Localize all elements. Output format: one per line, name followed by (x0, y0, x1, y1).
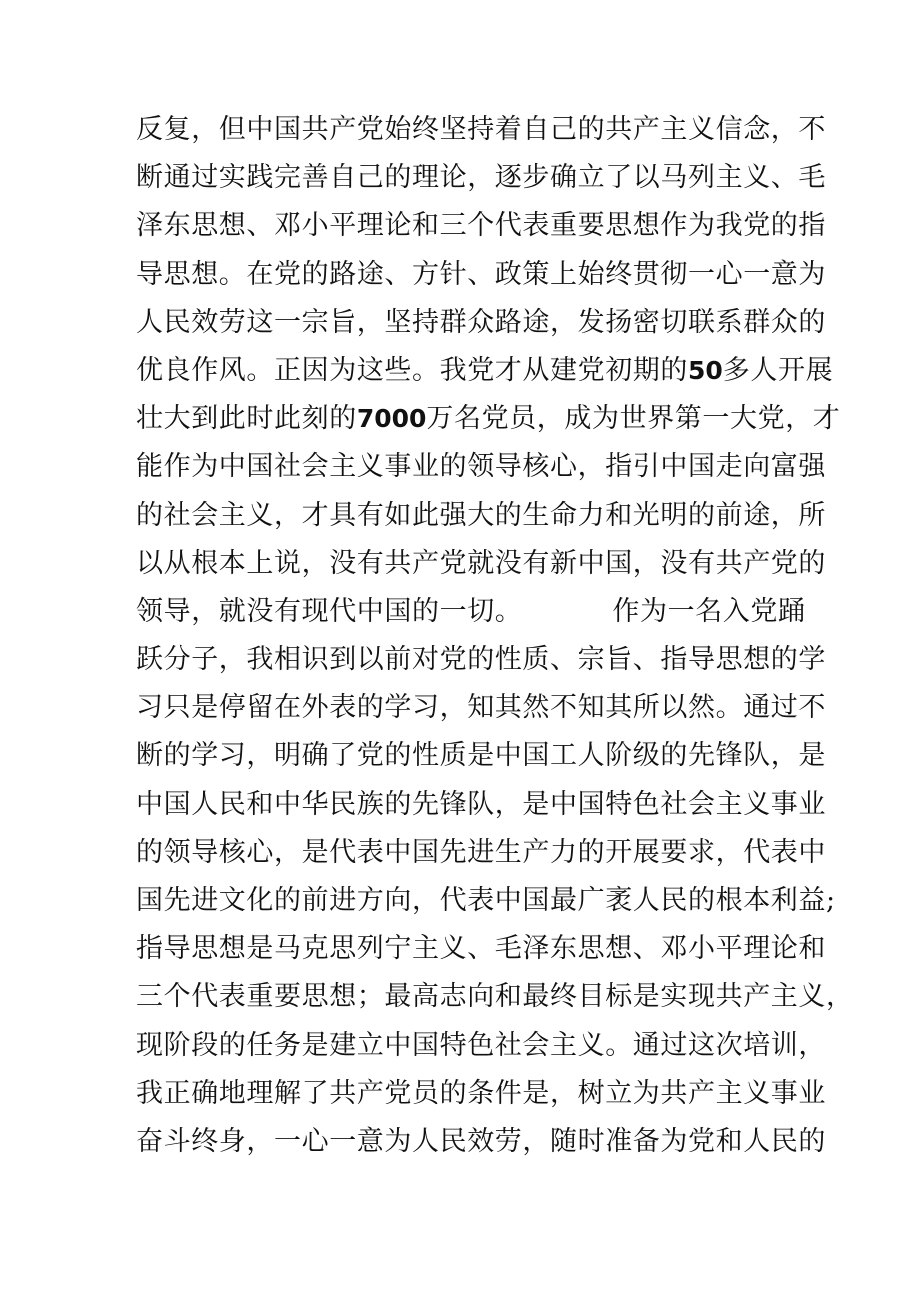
bold-number: 50 (688, 355, 723, 385)
text-segment: 壮大到此时此刻的 (136, 403, 357, 435)
text-segment: 习只是停留在外表的学习，知其然不知其所以然。通过不 (136, 692, 826, 724)
body-text (136, 106, 854, 1166)
text-segment: 以从根本上说，没有共产党就没有新中国，没有共产党的 (136, 547, 826, 579)
text-segment: 多人开展 (722, 354, 834, 386)
text-segment: 泽东思想、邓小平理论和三个代表重要思想作为我党的指 (136, 210, 826, 242)
bold-number: 7000 (356, 404, 427, 434)
text-segment: 导思想。在党的路途、方针、政策上始终贯彻一心一意为 (136, 258, 826, 290)
text-line (136, 251, 836, 299)
text-line (136, 106, 836, 154)
text-segment: 万名党员，成为世界第一大党，才 (426, 403, 841, 435)
text-line (136, 1118, 836, 1166)
text-line (136, 154, 836, 202)
text-line (136, 299, 836, 347)
text-line (136, 829, 836, 877)
text-segment: 中国人民和中华民族的先锋队，是中国特色社会主义事业 (136, 788, 826, 820)
text-line (136, 443, 836, 491)
text-segment: 我正确地理解了共产党员的条件是，树立为共产主义事业 (136, 1077, 826, 1109)
text-line (136, 732, 836, 780)
text-segment: 的领导核心，是代表中国先进生产力的开展要求，代表中 (136, 836, 826, 868)
text-line (136, 347, 836, 395)
text-line (136, 925, 836, 973)
text-line (136, 1070, 836, 1118)
text-segment: 奋斗终身，一心一意为人民效劳，随时准备为党和人民的 (136, 1125, 826, 1157)
text-segment: 的社会主义，才具有如此强大的生命力和光明的前途，所 (136, 499, 826, 531)
text-line (136, 973, 854, 1021)
text-line (136, 1022, 836, 1070)
text-line (136, 492, 836, 540)
text-line (136, 540, 836, 588)
text-segment: 作为一名入党踊 (612, 595, 806, 627)
text-line (136, 684, 836, 732)
text-line (136, 395, 841, 443)
text-segment: 断的学习，明确了党的性质是中国工人阶级的先锋队，是 (136, 740, 826, 772)
text-segment: 三个代表重要思想；最高志向和最终目标是实现共产主义， (136, 981, 854, 1013)
text-segment: 人民效劳这一宗旨，坚持群众路途，发扬密切联系群众的 (136, 306, 826, 338)
text-segment: 现阶段的任务是建立中国特色社会主义。通过这次培训， (136, 1029, 826, 1061)
text-segment: 领导，就没有现代中国的一切。 (136, 595, 523, 627)
text-line (136, 588, 836, 636)
text-segment: 国先进文化的前进方向，代表中国最广袤人民的根本利益; (136, 885, 836, 916)
text-segment: 反复，但中国共产党始终坚持着自己的共产主义信念，不 (136, 114, 826, 145)
text-segment: 断通过实践完善自己的理论，逐步确立了以马列主义、毛 (136, 162, 826, 194)
text-segment: 跃分子，我相识到以前对党的性质、宗旨、指导思想的学 (136, 644, 826, 676)
text-line (136, 781, 836, 829)
text-segment: 能作为中国社会主义事业的领导核心，指引中国走向富强 (136, 451, 826, 483)
text-line (136, 202, 836, 250)
text-line (136, 877, 836, 925)
text-segment: 指导思想是马克思列宁主义、毛泽东思想、邓小平理论和 (136, 933, 826, 965)
text-segment: 优良作风。正因为这些。我党才从建党初期的 (136, 354, 688, 386)
text-line (136, 636, 836, 684)
